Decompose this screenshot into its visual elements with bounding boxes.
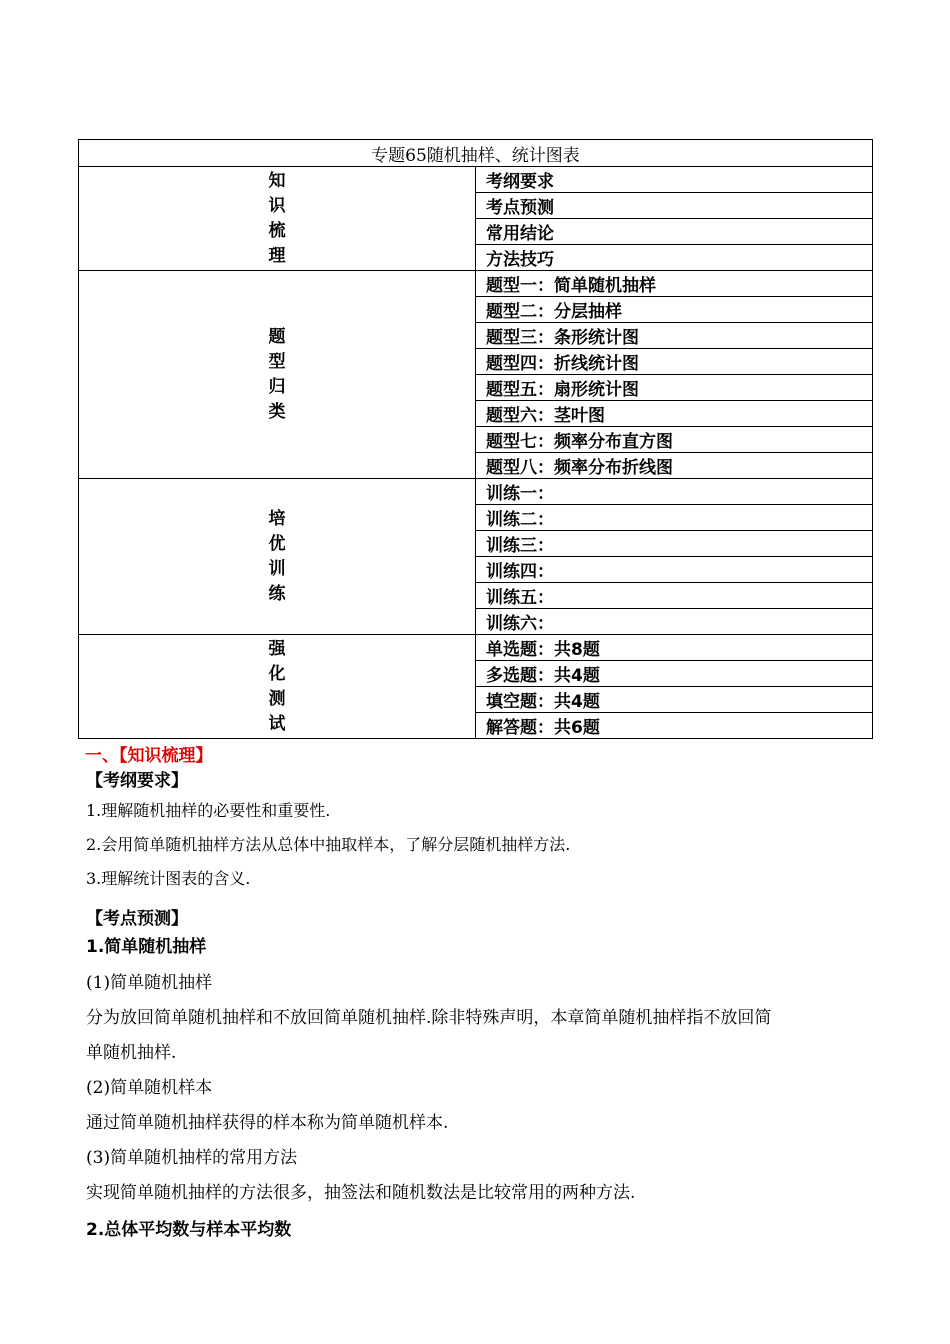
toc-group-char: 优 bbox=[268, 533, 286, 554]
toc-group-char: 理 bbox=[268, 245, 286, 266]
heading-kaodian: 【考点预测】 bbox=[86, 909, 188, 929]
section-title-knowledge: 一、【知识梳理】 bbox=[85, 746, 213, 766]
toc-group-char: 题 bbox=[268, 326, 286, 347]
toc-table bbox=[78, 139, 873, 739]
sub1-title: (1)简单随机抽样 bbox=[86, 973, 213, 993]
toc-item: 填空题：共4题 bbox=[476, 687, 873, 713]
toc-item: 题型五：扇形统计图 bbox=[476, 375, 873, 401]
toc-row bbox=[79, 167, 873, 193]
point1-title: 1.简单随机抽样 bbox=[86, 937, 207, 957]
toc-group-label bbox=[79, 635, 476, 739]
kaogang-item-3: 3.理解统计图表的含义. bbox=[86, 869, 251, 888]
toc-item: 解答题：共6题 bbox=[476, 713, 873, 739]
sub2-title: (2)简单随机样本 bbox=[86, 1078, 213, 1098]
toc-item: 训练五： bbox=[476, 583, 873, 609]
toc-group-char: 知 bbox=[268, 170, 286, 191]
toc-item: 考纲要求 bbox=[476, 167, 873, 193]
sub3-title: (3)简单随机抽样的常用方法 bbox=[86, 1148, 298, 1168]
toc-group-char: 试 bbox=[268, 713, 286, 734]
toc-item: 题型一：简单随机抽样 bbox=[476, 271, 873, 297]
toc-group-char: 培 bbox=[268, 508, 286, 529]
toc-row bbox=[79, 635, 873, 661]
toc-item: 训练四： bbox=[476, 557, 873, 583]
toc-title: 专题65随机抽样、统计图表 bbox=[79, 140, 873, 167]
toc-item: 训练六： bbox=[476, 609, 873, 635]
toc-group-char: 化 bbox=[268, 663, 286, 684]
toc-group-char: 归 bbox=[268, 376, 286, 397]
toc-group-char: 强 bbox=[268, 638, 286, 659]
toc-item: 训练二： bbox=[476, 505, 873, 531]
toc-item: 题型七：频率分布直方图 bbox=[476, 427, 873, 453]
toc-group-label bbox=[79, 167, 476, 271]
toc-item: 多选题：共4题 bbox=[476, 661, 873, 687]
toc-group-label bbox=[79, 479, 476, 635]
toc-group-char: 类 bbox=[268, 401, 286, 422]
toc-group-char: 练 bbox=[268, 583, 286, 604]
toc-item: 考点预测 bbox=[476, 193, 873, 219]
toc-item: 题型三：条形统计图 bbox=[476, 323, 873, 349]
main-content bbox=[86, 744, 876, 1245]
toc-group-char: 测 bbox=[268, 688, 286, 709]
toc-row bbox=[79, 479, 873, 505]
point2-title: 2.总体平均数与样本平均数 bbox=[86, 1220, 292, 1240]
toc-item: 题型六：茎叶图 bbox=[476, 401, 873, 427]
toc-row bbox=[79, 271, 873, 297]
toc-group-char: 梳 bbox=[268, 220, 286, 241]
toc-title-row bbox=[79, 140, 873, 167]
toc-item: 题型四：折线统计图 bbox=[476, 349, 873, 375]
toc-item: 训练三： bbox=[476, 531, 873, 557]
toc-group-char: 训 bbox=[268, 558, 286, 579]
toc-item: 题型二：分层抽样 bbox=[476, 297, 873, 323]
heading-kaogang: 【考纲要求】 bbox=[86, 771, 188, 791]
sub3-text: 实现简单随机抽样的方法很多，抽签法和随机数法是比较常用的两种方法. bbox=[86, 1183, 636, 1203]
toc-item: 题型八：频率分布折线图 bbox=[476, 453, 873, 479]
toc-item: 方法技巧 bbox=[476, 245, 873, 271]
toc-item: 常用结论 bbox=[476, 219, 873, 245]
kaogang-item-1: 1.理解随机抽样的必要性和重要性. bbox=[86, 801, 331, 820]
toc-group-char: 型 bbox=[268, 351, 286, 372]
sub1-text-line2: 单随机抽样. bbox=[86, 1043, 177, 1063]
sub1-text-line1: 分为放回简单随机抽样和不放回简单随机抽样.除非特殊声明，本章简单随机抽样指不放回简 bbox=[86, 1008, 772, 1028]
toc-group-char: 识 bbox=[268, 195, 286, 216]
toc-item: 训练一： bbox=[476, 479, 873, 505]
sub2-text: 通过简单随机抽样获得的样本称为简单随机样本. bbox=[86, 1113, 449, 1133]
kaogang-item-2: 2.会用简单随机抽样方法从总体中抽取样本，了解分层随机抽样方法. bbox=[86, 835, 571, 854]
toc-group-label bbox=[79, 271, 476, 479]
toc-item: 单选题：共8题 bbox=[476, 635, 873, 661]
